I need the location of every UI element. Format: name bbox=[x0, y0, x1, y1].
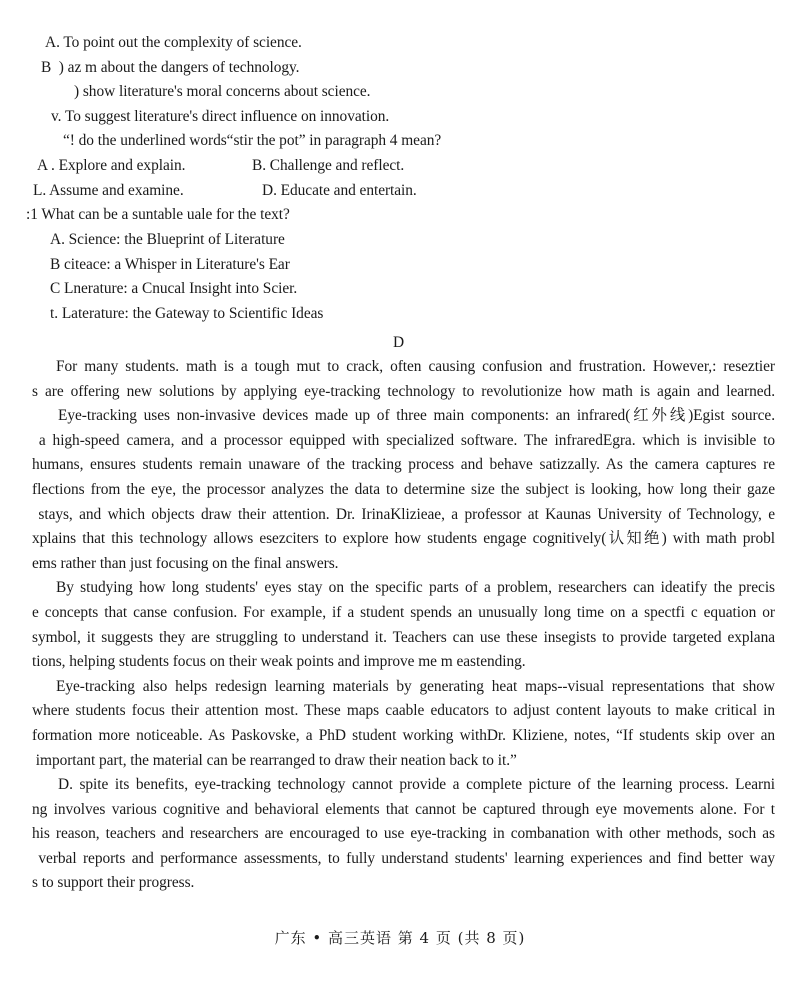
option-c-assume: L. Assume and examine. bbox=[33, 182, 184, 199]
paragraph-line: where students focus their attention most. These maps caable educators to adjust content layouts to make critical in bbox=[32, 702, 775, 719]
section-letter: D bbox=[393, 334, 405, 351]
paragraph-line: a high-speed camera, and a processor equipped with specialized software. The infraredEgra. which is invisible to bbox=[32, 432, 775, 449]
paragraph-line: important part, the material can be rearranged to draw their neation back to it.” bbox=[32, 752, 517, 769]
question-stir-the-pot: “! do the underlined words“stir the pot” in paragraph 4 mean? bbox=[63, 132, 442, 149]
title-option-b: B citeace: a Whisper in Literature's Ear bbox=[50, 256, 290, 273]
paragraph-line: By studying how long students' eyes stay on the specific parts of a problem, researchers can ideatify the precis bbox=[56, 579, 775, 596]
title-option-d: t. Laterature: the Gateway to Scientific Ideas bbox=[50, 305, 324, 322]
paragraph-line: D. spite its benefits, eye-tracking technology cannot provide a complete picture of the learning process. Learni bbox=[58, 776, 775, 793]
paragraph-line: stays, and which objects draw their attention. Dr. IrinaKlizieae, a professor at Kaunas University of Technology, e bbox=[32, 506, 775, 523]
question-title: :1 What can be a suntable uale for the text? bbox=[26, 206, 290, 223]
paragraph-line: Eye-tracking uses non-invasive devices made up of three main components: an infrared(红外线)Egist source. bbox=[58, 407, 775, 424]
option-a-explore: A . Explore and explain. bbox=[37, 157, 186, 174]
paragraph-line: tions, helping students focus on their weak points and improve me m eastending. bbox=[32, 653, 526, 670]
option-d-influence: v. To suggest literature's direct influence on innovation. bbox=[51, 108, 390, 125]
paragraph-line: Eye-tracking also helps redesign learning materials by generating heat maps--visual representations that show bbox=[56, 678, 775, 695]
page-footer: 广东 • 高三英语 第 4 页 (共 8 页) bbox=[274, 929, 526, 947]
title-option-a: A. Science: the Blueprint of Literature bbox=[50, 231, 285, 248]
paragraph-line: xplains that this technology allows esezciters to explore how students engage cognitively(认知绝) with math probl bbox=[32, 530, 775, 547]
paragraph-line: symbol, it suggests they are struggling to understand it. Teachers can use these insegists to provide targeted explana bbox=[32, 629, 775, 646]
option-c-moral: ) show literature's moral concerns about science. bbox=[74, 83, 371, 100]
paragraph-line: verbal reports and performance assessments, to fully understand students' learning experiences and find better way bbox=[32, 850, 775, 867]
paragraph-line: his reason, teachers and researchers are encouraged to use eye-tracking in combanation with other methods, soch as bbox=[32, 825, 775, 842]
paragraph-line: ng involves various cognitive and behavioral elements that cannot be captured through eye movements alone. For t bbox=[32, 801, 775, 818]
title-option-c: C Lnerature: a Cnucal Insight into Scier. bbox=[50, 280, 298, 297]
option-d-educate: D. Educate and entertain. bbox=[262, 182, 417, 199]
option-b-challenge: B. Challenge and reflect. bbox=[252, 157, 405, 174]
paragraph-line: humans, ensures students remain unaware of the tracking process and behave satizzally. As the camera captures re bbox=[32, 456, 775, 473]
paragraph-line: s are offering new solutions by applying eye-tracking technology to revolutionize how math is again and learned. bbox=[32, 383, 775, 400]
paragraph-line: For many students. math is a tough mut to crack, often causing confusion and frustration. However,: reseztier bbox=[56, 358, 775, 375]
option-a-complexity: A. To point out the complexity of science. bbox=[45, 34, 302, 51]
option-b-dangers: B ) az m about the dangers of technology. bbox=[41, 59, 300, 76]
paragraph-line: formation more noticeable. As Paskovske, a PhD student working withDr. Kliziene, notes, “If students skip over an bbox=[32, 727, 775, 744]
paragraph-line: ems rather than just focusing on the final answers. bbox=[32, 555, 339, 572]
paragraph-line: s to support their progress. bbox=[32, 874, 195, 891]
paragraph-line: e concepts that canse confusion. For example, if a student spends an unusually long time on a spectfi c equation or bbox=[32, 604, 775, 621]
paragraph-line: flections from the eye, the processor analyzes the data to determine size the subject is looking, how long their gaze bbox=[32, 481, 775, 498]
